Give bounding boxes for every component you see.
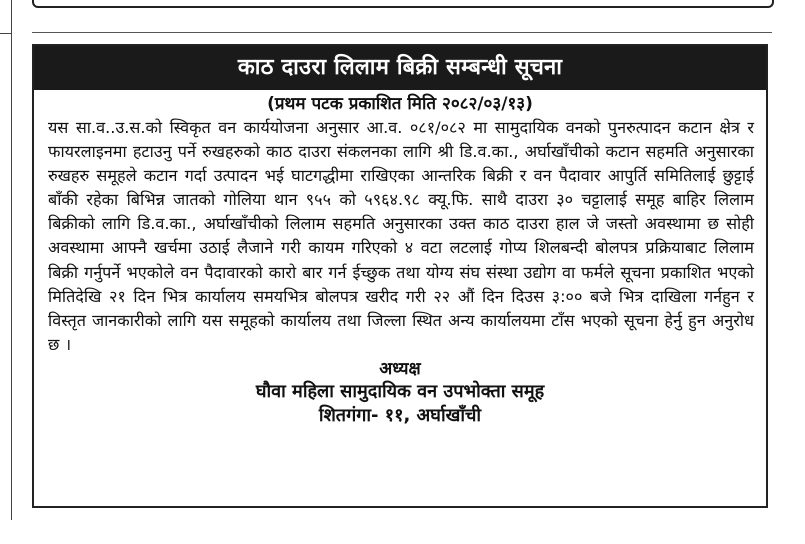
previous-notice-border: [32, 0, 774, 8]
notice-published-date: (प्रथम पटक प्रकाशित मिति २०८२/०३/१३): [267, 94, 533, 114]
column-divider: [11, 0, 12, 520]
section-separator: [32, 32, 772, 33]
column-divider-tick: [0, 33, 12, 34]
signatory-address: शितगंगा- ११, अर्घाखाँची: [318, 404, 482, 426]
signatory-role: अध्यक्ष: [379, 358, 421, 379]
signatory-organization: घौवा महिला सामुदायिक वन उपभोक्ता समूह: [255, 380, 545, 402]
notice-title: काठ दाउरा लिलाम बिक्री सम्बन्धी सूचना: [34, 46, 766, 90]
auction-notice: [32, 44, 768, 508]
notice-body: यस सा.व..उ.स.को स्विकृत वन कार्ययोजना अनुसार आ.व. ०८१/०८२ मा सामुदायिक वनको पुनरुत्पादन कटान क्षेत्र र फायरलाइनमा हटाउनु पर्ने रुखहरुको काठ दाउरा संकलनका लागि श्री डि.व.का., अर्घाखाँचीको कटान सहमति अनुसारका रुखहरु समूहले कटान गर्दा उत्पादन भई घाटगद्धीमा राखिएका आन्तरिक बिक्री र वन पैदावार आपुर्ति समितिलाई छुट्टाई बाँकी रहेका बिभिन्न जातको गोलिया थान ९५५ को ५९६४.९८ क्यू.फि. साथै दाउरा ३० चट्टालाई समूह बाहिर लिलाम बिक्रीको लागि डि.व.का., अर्घाखाँचीको लिलाम सहमति अनुसारका उक्त काठ दाउरा हाल जे जस्तो अवस्थामा छ सोही अवस्थामा आफ्नै खर्चमा उठाई लैजाने गरी कायम गरिएको ४ वटा लटलाई गोप्य शिलबन्दी बोलपत्र प्रक्रियाबाट लिलाम बिक्री गर्नुपर्ने भएकोले वन पैदावारको कारो बार गर्न ईच्छुक तथा योग्य संघ संस्था उद्योग वा फर्मले सूचना प्रकाशित भएको मितिदेखि २१ दिन भित्र कार्यालय समयभित्र बोलपत्र खरीद गरी २२ औं दिन दिउस ३:०० बजे भित्र दाखिला गर्नहुन र विस्तृत जानकारीको लागि यस समूहको कार्यालय तथा जिल्ला स्थित अन्य कार्यालयमा टाँस भएको सूचना हेर्नु हुन अनुरोध छ ।: [48, 118, 754, 354]
